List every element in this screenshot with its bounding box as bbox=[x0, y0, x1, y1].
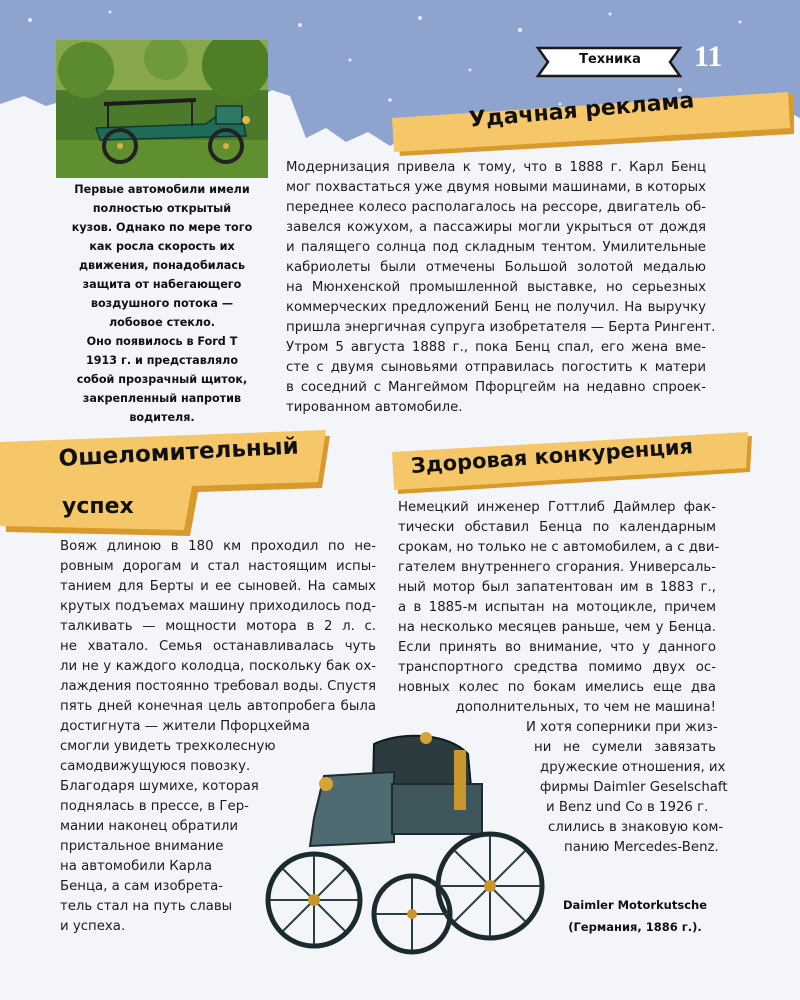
section-tag: Техника bbox=[579, 52, 641, 67]
caption-line: полностью открытый bbox=[92, 202, 232, 215]
text-line: транспортного средства помимо двух ос- bbox=[398, 660, 716, 675]
caption-line: кузов. Однако по мере того bbox=[71, 221, 253, 234]
text-line: И хотя соперники при жиз- bbox=[526, 720, 718, 735]
caption-line: движения, понадобилась bbox=[78, 259, 246, 272]
text-line: Если принять во внимание, что у данного bbox=[398, 640, 716, 655]
text-line: Утром 5 августа 1888 г., пока Бенц спал, его жена вме- bbox=[286, 340, 706, 355]
section1-text bbox=[286, 158, 716, 418]
caption-line: лобовое стекло. bbox=[108, 316, 216, 329]
section-title-oshelomitelny-2: успех bbox=[62, 494, 134, 519]
text-line: дружеские отношения, их bbox=[540, 760, 726, 775]
text-line: на несколько месяцев раньше, чем у Бенца. bbox=[398, 620, 716, 635]
caption-line: Daimler Motorkutsche bbox=[562, 898, 708, 912]
text-line: дополнительных, то чем не машина! bbox=[455, 700, 716, 715]
caption-line: 1913 г. и представляло bbox=[85, 354, 239, 367]
text-line: мог похвастаться уже двумя новыми машинами, в которых bbox=[286, 180, 706, 195]
text-line: фирмы Daimler Geselschaft bbox=[540, 780, 728, 795]
text-line: на Мюнхенской промышленной выставке, но серьезных bbox=[286, 280, 706, 295]
caption-line: собой прозрачный щиток, bbox=[76, 373, 248, 386]
text-line: поднялась в прессе, в Гер- bbox=[60, 799, 249, 814]
text-line: танием для Берты и ее сыновей. На самых bbox=[60, 579, 376, 594]
car-photo-ford-t bbox=[56, 40, 268, 178]
caption-daimler bbox=[540, 894, 730, 938]
text-line: Немецкий инженер Готтлиб Даймлер фак- bbox=[398, 500, 716, 515]
text-line: на автомобили Карла bbox=[60, 859, 212, 874]
text-line: достигнута — жители Пфорцхейма bbox=[60, 719, 310, 734]
text-line: лаждения постоянно требовал воды. Спустя bbox=[60, 679, 376, 694]
page-number: 11 bbox=[694, 40, 723, 73]
text-line: кабриолеты были отмечены Большой золотой медалью bbox=[286, 260, 706, 275]
caption-line: воздушного потока — bbox=[90, 297, 234, 310]
text-line: сте с двумя сыновьями отправилась погостить к матери bbox=[286, 360, 706, 375]
section3-text bbox=[398, 498, 720, 718]
text-line: талкивать — мощности мотора в 2 л. с. bbox=[60, 619, 376, 634]
section-title-udachnaya: Удачная реклама bbox=[468, 88, 696, 133]
text-line: тированном автомобиле. bbox=[286, 400, 463, 415]
text-line: пристальное внимание bbox=[60, 839, 224, 854]
text-line: новных колес по бокам имелись еще два bbox=[398, 680, 716, 695]
caption-line: Первые автомобили имели bbox=[74, 183, 250, 196]
text-line: и палящего солнца под складным тентом. Умилительные bbox=[286, 240, 706, 255]
text-line: коммерческих предложений Бенц не получил. На выручку bbox=[286, 300, 706, 315]
text-line: в соседний с Мангеймом Пфорцгейм на недавно спроек- bbox=[286, 380, 706, 395]
text-line: ни не сумели завязать bbox=[534, 740, 716, 755]
section-title-zdorovaya: Здоровая конкуренция bbox=[410, 434, 694, 478]
caption-line: закрепленный напротив bbox=[82, 392, 242, 405]
text-line: срокам, но только не с автомобилем, а с дви- bbox=[398, 540, 720, 555]
text-line: Вояж длиною в 180 км проходил по не- bbox=[60, 539, 376, 554]
text-line: самодвижущуюся повозку. bbox=[60, 759, 251, 774]
text-line: завелся кожухом, а пассажиры могли укрыться от дождя bbox=[286, 220, 706, 235]
text-line: тель стал на путь славы bbox=[60, 899, 233, 914]
text-line: и успеха. bbox=[60, 919, 126, 934]
text-line: Бенца, а сам изобрета- bbox=[60, 879, 224, 894]
caption-line: как росла скорость их bbox=[89, 240, 235, 253]
car-photo-daimler-motorkutsche bbox=[254, 724, 554, 958]
text-line: Благодаря шумихе, которая bbox=[60, 779, 259, 794]
text-line: переднее колесо располагалось на рессоре, двигатель об- bbox=[286, 200, 706, 215]
text-line: а в 1885-м испытан на мотоцикле, причем bbox=[398, 600, 716, 615]
text-line: пришла энергичная супруга изобретателя — Берта Рингент. bbox=[286, 320, 716, 335]
text-line: мании наконец обратили bbox=[60, 819, 238, 834]
caption-line: Оно появилось в Ford T bbox=[86, 335, 238, 348]
section3-text-wrap bbox=[526, 718, 728, 858]
text-line: гателем внутреннего сгорания. Универсаль- bbox=[398, 560, 716, 575]
caption-ford-t bbox=[40, 180, 284, 427]
text-line: ли не у каждого колодца, поскольку бак ох- bbox=[60, 659, 376, 674]
caption-line: (Германия, 1886 г.). bbox=[568, 920, 702, 934]
text-line: ный мотор был запатентован им в 1883 г., bbox=[398, 580, 716, 595]
text-line: ровным дорогам и стал настоящим испы- bbox=[60, 559, 376, 574]
text-line: не хватало. Семья останавливалась чуть bbox=[60, 639, 376, 654]
caption-line: водителя. bbox=[129, 411, 195, 424]
text-line: слились в знаковую ком- bbox=[548, 820, 724, 835]
section-title-oshelomitelny-1: Ошеломительный bbox=[58, 433, 300, 472]
text-line: тически обставил Бенца по календарным bbox=[398, 520, 716, 535]
text-line: и Benz und Co в 1926 г. bbox=[546, 800, 709, 815]
text-line: Модернизация привела к тому, что в 1888 г. Карл Бенц bbox=[286, 160, 706, 175]
caption-line: защита от набегающего bbox=[82, 278, 242, 291]
text-line: панию Mercedes-Benz. bbox=[564, 840, 719, 855]
text-line: смогли увидеть трехколесную bbox=[60, 739, 276, 754]
text-line: крутых подъемах машину приходилось под- bbox=[60, 599, 376, 614]
text-line: пять дней конечная цель автопробега была bbox=[60, 699, 376, 714]
